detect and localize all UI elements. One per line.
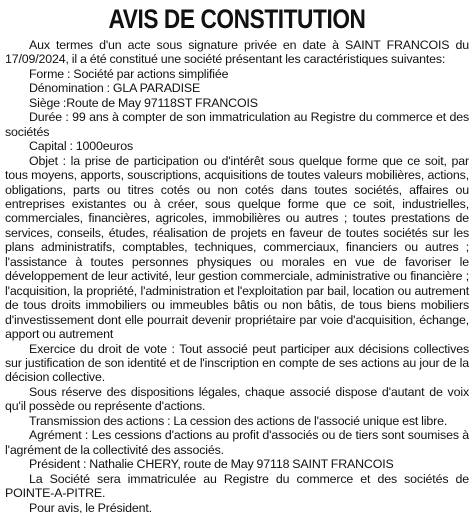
president-line: Président : Nathalie CHERY, route de May 97118 SAINT FRANCOIS [29, 457, 394, 472]
immatriculation-paragraph: La Société sera immatriculée au Registre du commerce et des sociétés de POINTE-A-PITRE. [5, 471, 469, 501]
intro-paragraph: Aux termes d'un acte sous signature privée en date à SAINT FRANCOIS du 17/09/2024, il a été constitué une société présentant les caractéristiques suivantes: [5, 38, 469, 67]
denomination-line: Dénomination : GLA PARADISE [29, 81, 201, 96]
droit-de-vote-paragraph: Exercice du droit de vote : Tout associé peut participer aux décisions collectives sur justification de son identité et de l'inscription en compte de ses actions au jour de la décision collective. [5, 341, 469, 385]
objet-paragraph: Objet : la prise de participation ou d'intérêt sous quelque forme que ce soit, par tous moyens, apports, souscriptions, acquisitions de toutes valeurs mobilières, actions, obligations, parts ou titres cotés ou non cotés dans toutes sociétés, affaires ou entreprises existantes ou à créer, sous quelque forme que ce soit, industrielles, commerciales, financières, agricoles, immobilières ou autres ; toutes prestations de services, conseils, études, réalisation de projets en faveur de toutes sociétés sur les plans administratifs, comptables, techniques, commerciaux, financiers ou autres ; l'assistance à toutes personnes physiques ou morales en vue de favoriser le développement de leur activité, leur gestion commerciale, administrative ou financière ; l'acquisition, la propriété, l'administration et l'exploitation par bail, location ou autrement de tous droits immobiliers ou immeubles bâtis ou non bâtis, de tous biens mobiliers d'investissement dont elle pourrait devenir propriétaire par voie d'acquisition, échange, apport ou autrement [5, 153, 469, 342]
forme-line: Forme : Société par actions simplifiée [29, 66, 229, 81]
signature-line: Pour avis, le Président. [29, 500, 152, 513]
agrement-paragraph: Agrément : Les cessions d'actions au profit d'associés ou de tiers sont soumises à l'agrément de la collectivité des associés. [5, 428, 469, 457]
voix-paragraph: Sous réserve des dispositions légales, chaque associé dispose d'autant de voix qu'il possède ou représente d'actions. [5, 384, 469, 414]
siege-line: Siège :Route de May 97118ST FRANCOIS [29, 95, 258, 110]
duree-paragraph: Durée : 99 ans à compter de son immatriculation au Registre du commerce et des sociétés [5, 110, 469, 139]
capital-line: Capital : 1000euros [29, 139, 134, 154]
notice-title: AVIS DE CONSTITUTION [108, 4, 366, 34]
transmission-paragraph: Transmission des actions : La cession des actions de l'associé unique est libre. [29, 413, 448, 428]
